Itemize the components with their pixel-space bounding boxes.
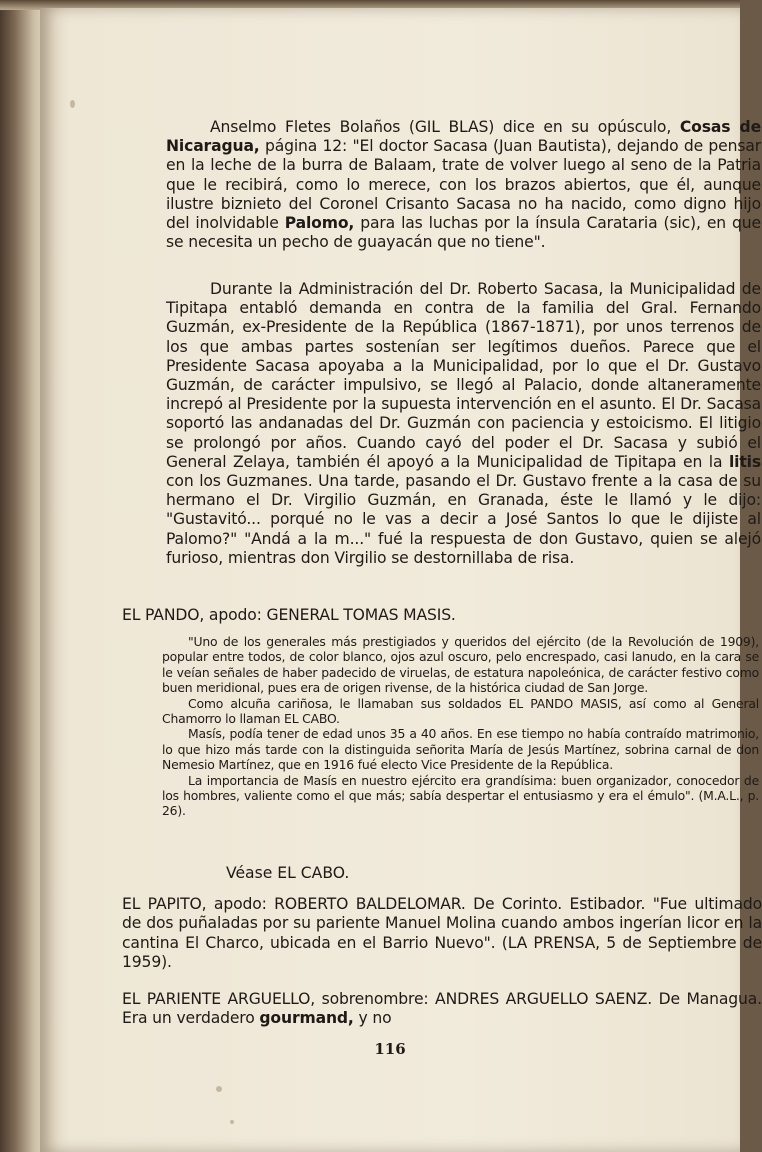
quote-paragraph: Como alcuña cariñosa, le llamaban sus soldados EL PANDO MASIS, así como al General Chamorro lo llaman EL CABO. bbox=[162, 695, 759, 727]
page-text bbox=[40, 8, 762, 1152]
paper-spot bbox=[216, 1086, 222, 1092]
gourmand-bold: gourmand, bbox=[259, 1009, 354, 1028]
entry-el-pariente: EL PARIENTE ARGUELLO, sobrenombre: ANDRES ARGUELLO SAENZ. De Managua. Era un verdadero gourmand, y no bbox=[122, 990, 762, 1028]
see-also-cabo: Véase EL CABO. bbox=[226, 864, 350, 882]
quote-paragraph: "Uno de los generales más prestigiados y queridos del ejército (de la Revolución de 1909), popular entre todos, de color blanco, ojos azul oscuro, pelo encrespado, casi lanudo, en la cara se le veían señales de haber padecido de viruelas, de estatura napoleónica, de carácter festivo como buen meridional, pues era de origen rivense, de la histórica ciudad de San Jorge. bbox=[162, 634, 759, 696]
entry-heading-pariente: EL PARIENTE ARGUELLO, sobrenombre: ANDRES ARGUELLO SAENZ. bbox=[122, 990, 653, 1008]
entry-body-pariente: De Managua. Era un verdadero bbox=[122, 990, 762, 1028]
page-sheet bbox=[40, 8, 762, 1152]
entry-el-papito bbox=[122, 895, 762, 973]
entry-heading-pando: EL PANDO, apodo: GENERAL TOMAS MASIS. bbox=[122, 606, 456, 624]
paper-spot bbox=[70, 100, 75, 108]
entry-heading-papito: EL PAPITO, apodo: ROBERTO BALDELOMAR. bbox=[122, 895, 466, 913]
entry-el-pando bbox=[122, 606, 762, 625]
entry-body-papito: De Corinto. Estibador. "Fue ultimado de dos puñaladas por su pariente Manuel Molina cuando ambos ingerían licor en la cantina El Charco, ubicada en el Barrio Nuevo". (LA PRENSA, 5 de Septiembre de 1959). bbox=[122, 895, 762, 972]
paragraph-gil-blas: Anselmo Fletes Bolaños (GIL BLAS) dice en su opúsculo, Cosas de Nicaragua, página 12: "El doctor Sacasa (Juan Bautista), dejando de pensar en la leche de la burra de Balaam, trate de volver luego al seno de la Patria que le recibirá, como lo merece, con los brazos abiertos, que él, aunque ilustre biznieto del Coronel Crisanto Sacasa no ha nacido, como digno hijo del inolvidable Palomo, para las luchas por la ínsula Carataria (sic), en que se necesita un pecho de guayacán que no tiene". bbox=[166, 118, 761, 252]
book-title-bold: Cosas de Nicaragua, bbox=[166, 118, 761, 156]
page-number: 116 bbox=[374, 1040, 406, 1058]
quote-block-pando bbox=[162, 634, 759, 819]
palomo-bold: Palomo, bbox=[284, 214, 355, 233]
paper-spot bbox=[230, 1120, 234, 1124]
litis-bold: litis bbox=[728, 452, 761, 471]
quote-paragraph: La importancia de Masís en nuestro ejército era grandísima: buen organizador, conocedor de los hombres, valiente como el que más; sabía despertar el entusiasmo y era el émulo". (M.A.L., p. 26). bbox=[162, 772, 759, 819]
paragraph-tipitapa: Durante la Administración del Dr. Roberto Sacasa, la Municipalidad de Tipitapa entabló demanda en contra de la familia del Gral. Fernando Guzmán, ex-Presidente de la República (1867-1871), por unos terrenos de los que ambas partes sostenían ser legítimos dueños. Parece que el Presidente Sacasa apoyaba a la Municipalidad, por lo que el Dr. Gustavo Guzmán, de carácter impulsivo, se llegó al Palacio, donde altaneramente increpó al Presidente por la supuesta intervención en el asunto. El Dr. Sacasa soportó las andanadas del Dr. Guzmán con paciencia y estoicismo. El litigio se prolongó por años. Cuando cayó del poder el Dr. Sacasa y subió el General Zelaya, también él apoyó a la Municipalidad de Tipitapa en la litis con los Guzmanes. Una tarde, pasando el Dr. Gustavo frente a la casa de su hermano el Dr. Virgilio Guzmán, en Granada, éste le llamó y le dijo: "Gustavitó... porqué no le vas a decir a José Santos lo que le dijiste al Palomo?" "Andá a la m..." fué la respuesta de don Gustavo, quien se alejó furioso, mientras don Virgilio se destornillaba de risa. bbox=[166, 280, 761, 567]
quote-paragraph: Masís, podía tener de edad unos 35 a 40 años. En ese tiempo no había contraído matrimonio, lo que hizo más tarde con la distinguida señorita María de Jesús Martínez, sobrina carnal de don Nemesio Martínez, que en 1916 fué electo Vice Presidente de la República. bbox=[162, 726, 759, 773]
